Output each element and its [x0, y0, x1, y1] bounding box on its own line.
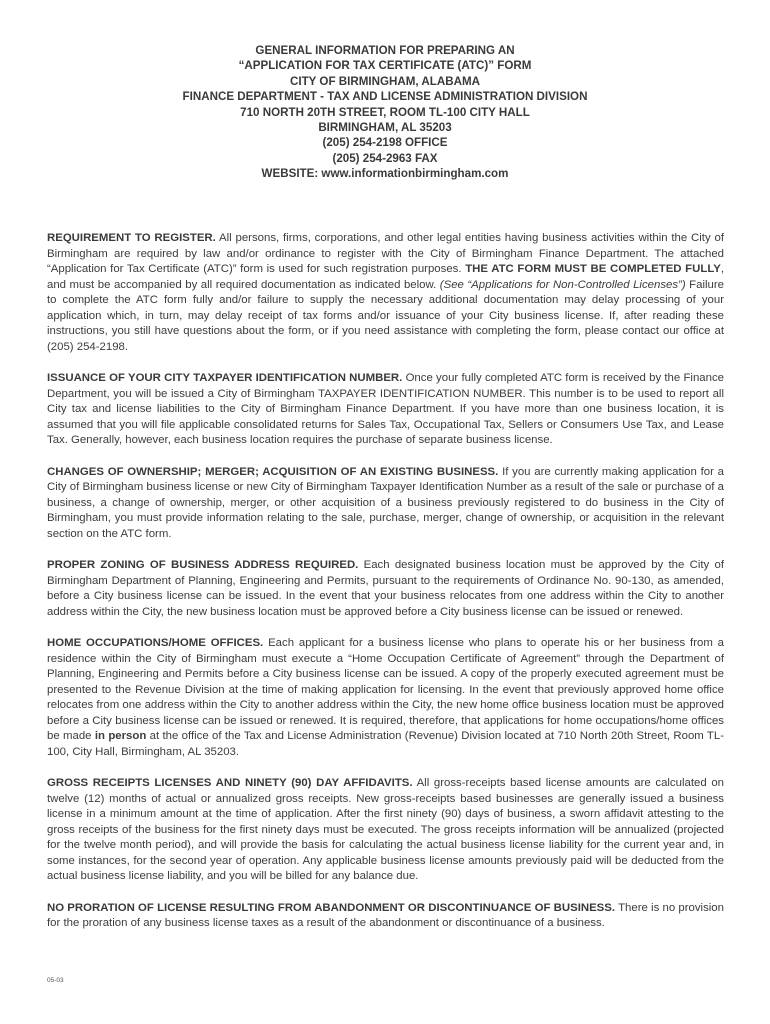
- section-text: Failure to complete the ATC form fully and/or failure to supply the necessary additional documentation may delay processing of your application which, in turn, may delay receipt of tax forms and/or issuance of your City business license. If, after reading these instructions, you still have questions about the form, or if you need assistance with completing the form, please contact our office at (205) 254-2198.: [47, 278, 724, 353]
- header-phone: (205) 254-2198 OFFICE: [322, 136, 448, 150]
- header-fax: (205) 254-2963 FAX: [332, 151, 438, 165]
- header-city-state-zip: BIRMINGHAM, AL 35203: [318, 121, 452, 135]
- document-header: [0, 43, 770, 182]
- section-heading: PROPER ZONING OF BUSINESS ADDRESS REQUIRED.: [47, 559, 359, 571]
- emphasis-bold: in person: [94, 730, 147, 742]
- header-website: WEBSITE: www.informationbirmingham.com: [261, 167, 509, 181]
- section-text: Each applicant for a business license who plans to operate his or her business from a residence within the City of Birmingham must execute a “Home Occupation Certificate of Agreement” through the Department of Planning, Engineering and Permits before a City business license can be issued. A copy of the properly executed agreement must be presented to the Revenue Division at the time of making application for licensing. In the event that previously approved home office relocates from one address within the City to another address within the City, the new home office business location must be approved before a City business license can be issued or renewed. It is required, therefore, that applications for home occupations/home offices be made: [47, 637, 725, 742]
- section-text: Each designated business location must be approved by the City of Birmingham Department of Planning, Engineering and Permits, pursuant to the requirements of Ordinance No. 90-130, as amended, before a City business license can be issued. In the event that your business relocates from one address within the City to another address within the City, the new business location must be approved before a City business license can be issued or renewed.: [47, 559, 724, 618]
- section-text: If you are currently making application for a City of Birmingham business license or new City of Birmingham Taxpayer Identification Number as a result of the sale or purchase of a business, a change of ownership, merger, or other acquisition of a business previously registered to do business in the City of Birmingham, you must provide information relating to the sale, purchase, merger, change of ownership, or acquisition in the relevant section on the ATC form.: [47, 465, 724, 540]
- section-gross-receipts: [47, 776, 724, 885]
- section-text: Once your fully completed ATC form is received by the Finance Department, you will be issued a City of Birmingham TAXPAYER IDENTIFICATION NUMBER. This number is to be used to report all City tax and license liabilities to the City of Birmingham Finance Department. If you have more than one business location, it is assumed that you will file applicable consolidated returns for Sales Tax, Occupational Tax, Sellers or Consumers Use Tax, and Lease Tax. Generally, however, each business location requires the purchase of separate business license.: [47, 372, 724, 446]
- document-body: [47, 231, 724, 948]
- header-division: FINANCE DEPARTMENT - TAX AND LICENSE ADMINISTRATION DIVISION: [182, 90, 588, 104]
- section-heading: NO PRORATION OF LICENSE RESULTING FROM ABANDONMENT OR DISCONTINUANCE OF BUSINESS.: [47, 901, 616, 914]
- section-text: , and must be accompanied by all required documentation as indicated below.: [47, 263, 725, 291]
- section-requirement-to-register: [47, 231, 724, 355]
- section-text: at the office of the Tax and License Administration (Revenue) Division located at 710 North 20th Street, Room TL-100, City Hall, Birmingham, AL 35203.: [47, 730, 725, 758]
- header-title-line-1: GENERAL INFORMATION FOR PREPARING AN: [255, 44, 515, 57]
- section-issuance-of-taxpayer-id: [47, 371, 724, 449]
- section-text: All persons, firms, corporations, and other legal entities having business activities within the City of Birmingham are required by law and/or ordinance to register with the City of Birmingham Finance Department. The attached “Application for Tax Certificate (ATC)” form is used for such registration purposes.: [47, 232, 724, 275]
- section-no-proration: [47, 901, 724, 932]
- header-title-line-2: “APPLICATION FOR TAX CERTIFICATE (ATC)” FORM: [238, 59, 532, 73]
- section-heading: HOME OCCUPATIONS/HOME OFFICES.: [47, 637, 264, 649]
- form-revision-code: 05-03: [47, 977, 64, 984]
- section-heading: ISSUANCE OF YOUR CITY TAXPAYER IDENTIFICATION NUMBER.: [47, 372, 403, 384]
- section-heading: REQUIREMENT TO REGISTER.: [47, 232, 216, 244]
- emphasis-bold: THE ATC FORM MUST BE COMPLETED FULLY: [465, 263, 721, 275]
- section-changes-of-ownership: [47, 465, 724, 543]
- section-text: There is no provision for the proration of any business license taxes as a result of the abandonment or discontinuance of a business.: [47, 901, 724, 929]
- section-proper-zoning: [47, 558, 724, 620]
- section-text: All gross-receipts based license amounts are calculated on twelve (12) months of actual or annualized gross receipts. New gross-receipts based businesses are generally issued a business license in a minimum amount at the time of application. After the first ninety (90) days of business, a sworn affidavit attesting to the gross receipts of the business for the first ninety days must be executed. The gross receipts information will be annualized (projected for the twelve month period), and will provide the basis for calculating the actual business license liability for the current year and, in some instances, for the second year of operation. Any applicable business license amounts previously paid will be deducted from the actual business license liability, and you will be billed for any balance due.: [47, 777, 724, 882]
- header-street-address: 710 NORTH 20TH STREET, ROOM TL-100 CITY HALL: [240, 105, 530, 119]
- section-heading: CHANGES OF OWNERSHIP; MERGER; ACQUISITION OF AN EXISTING BUSINESS.: [47, 465, 499, 478]
- section-heading: GROSS RECEIPTS LICENSES AND NINETY (90) DAY AFFIDAVITS.: [47, 777, 413, 789]
- section-home-occupations: [47, 636, 724, 760]
- emphasis-italic: (See “Applications for Non-Controlled Licenses”): [439, 278, 686, 291]
- header-city: CITY OF BIRMINGHAM, ALABAMA: [290, 74, 480, 88]
